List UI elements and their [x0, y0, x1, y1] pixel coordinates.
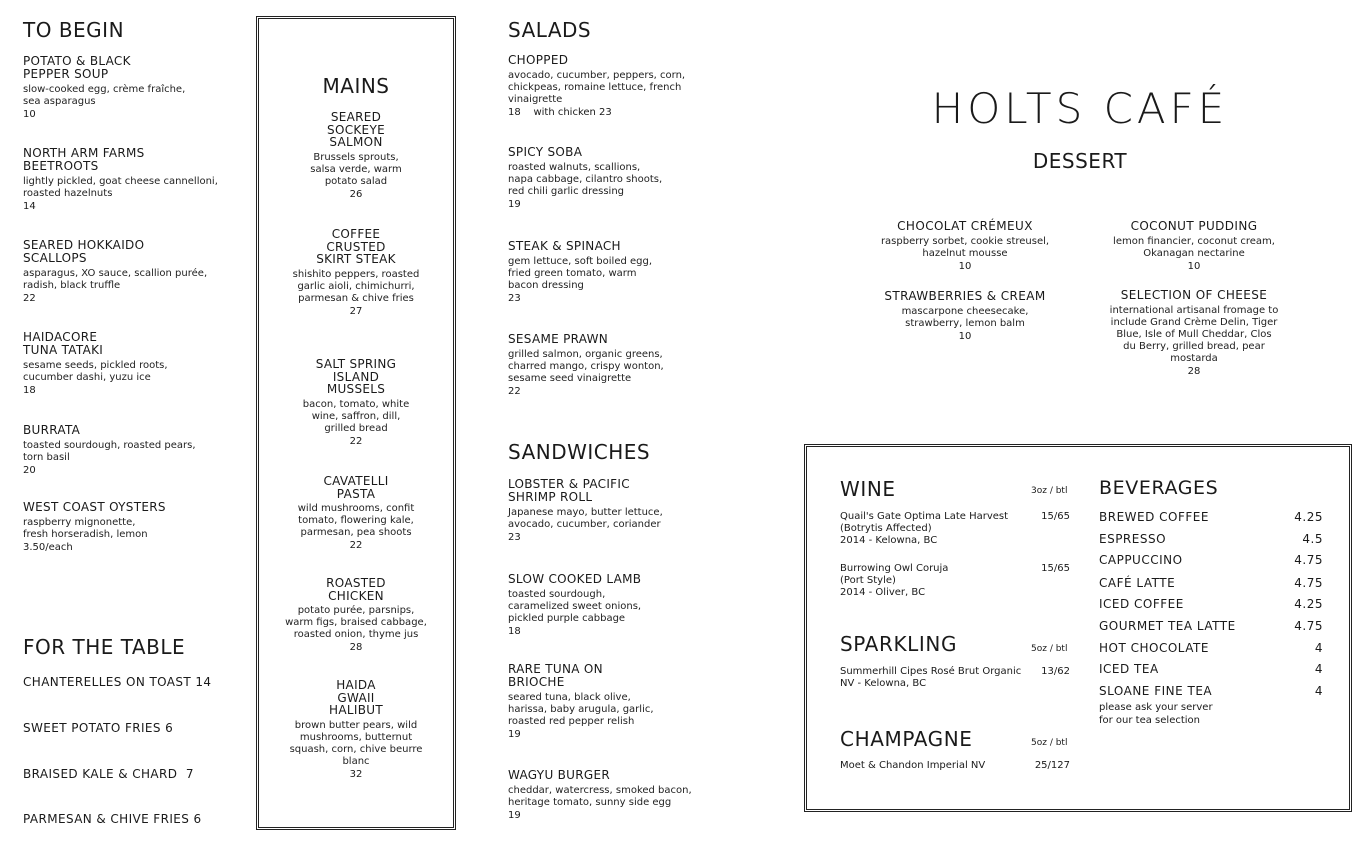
- beverage-price: 4.25: [1294, 510, 1323, 524]
- beverage-price: 4: [1314, 684, 1323, 698]
- beverage-row: [1099, 532, 1323, 548]
- beverage-row: [1099, 576, 1323, 592]
- champagne-serving: 5oz / btl: [1031, 738, 1068, 748]
- beverage-name: HOT CHOCOLATE: [1099, 641, 1209, 655]
- sandwiches-heading: SANDWICHES: [508, 440, 651, 464]
- table-item: PARMESAN & CHIVE FRIES 6: [23, 812, 202, 826]
- item-name: STRAWBERRIES & CREAM: [884, 289, 1046, 303]
- item-price: 27: [349, 305, 363, 317]
- item-name: WEST COAST OYSTERS: [23, 500, 166, 514]
- menu-item: [23, 54, 186, 121]
- wine-detail: (Port Style): [840, 575, 896, 586]
- item-name: HAIDACORE TUNA TATAKI: [23, 330, 104, 357]
- item-desc: Brussels sprouts, salsa verde, warm potato salad: [310, 151, 402, 187]
- salads-heading: SALADS: [508, 18, 592, 42]
- item-price: 10: [1187, 261, 1201, 272]
- tea-note-line: for our tea selection: [1099, 715, 1201, 726]
- menu-item: [508, 54, 693, 119]
- beverage-price: 4.25: [1294, 597, 1323, 611]
- main-item: [259, 358, 453, 448]
- wine-name: Burrowing Owl Coruja: [840, 563, 949, 574]
- item-name: CAVATELLI PASTA: [323, 474, 389, 501]
- item-price: 28: [349, 642, 363, 653]
- item-desc: asparagus, XO sauce, scallion purée, radish, black truffle: [23, 268, 208, 291]
- menu-item: [508, 478, 688, 544]
- item-price: 20: [23, 465, 36, 476]
- menu-item: [23, 330, 168, 397]
- sparkling-item: [840, 666, 1070, 690]
- menu-item: [508, 240, 668, 305]
- item-desc: cheddar, watercress, smoked bacon, heritage tomato, sunny side egg: [508, 785, 692, 808]
- cafe-title: HOLTS CAFÉ: [931, 84, 1229, 133]
- item-name: SESAME PRAWN: [508, 332, 609, 346]
- item-price: 23: [508, 532, 521, 543]
- item-price: 10: [958, 331, 972, 342]
- table-item: CHANTERELLES ON TOAST 14: [23, 675, 212, 689]
- item-price: 3.50/each: [23, 542, 73, 553]
- tea-note-line: please ask your server: [1099, 702, 1213, 713]
- item-name: LOBSTER & PACIFIC SHRIMP ROLL: [508, 477, 630, 504]
- item-desc: lightly pickled, goat cheese cannelloni, roasted hazelnuts: [23, 176, 218, 199]
- main-item: [259, 475, 453, 552]
- champagne-heading: CHAMPAGNE: [840, 727, 973, 751]
- item-name: BURRATA: [23, 423, 81, 437]
- wine-item: [840, 511, 1070, 547]
- for-the-table-heading: FOR THE TABLE: [23, 635, 186, 659]
- item-name: SALT SPRING ISLAND MUSSELS: [315, 357, 397, 396]
- wine-serving: 3oz / btl: [1031, 486, 1068, 496]
- wine-detail: (Botrytis Affected): [840, 523, 932, 534]
- beverage-price: 4.75: [1294, 576, 1323, 590]
- item-price: 26: [349, 188, 363, 200]
- item-price: 22: [349, 540, 363, 551]
- wine-origin: NV - Kelowna, BC: [840, 678, 927, 689]
- item-desc: brown butter pears, wild mushrooms, butternut squash, corn, chive beurre blanc: [289, 719, 423, 767]
- beverage-name: GOURMET TEA LATTE: [1099, 619, 1236, 633]
- item-price: 32: [349, 768, 363, 780]
- item-name: HAIDA GWAII HALIBUT: [329, 678, 383, 717]
- wine-name: Summerhill Cipes Rosé Brut Organic: [840, 666, 1022, 677]
- item-price: 22: [508, 386, 521, 397]
- item-name: NORTH ARM FARMS BEETROOTS: [23, 146, 145, 173]
- beverage-price: 4: [1314, 662, 1323, 676]
- to-begin-heading: TO BEGIN: [23, 18, 125, 42]
- item-price: 18: [23, 385, 36, 396]
- item-desc: raspberry mignonette, fresh horseradish, lemon: [23, 517, 148, 540]
- item-desc: potato purée, parsnips, warm figs, braised cabbage, roasted onion, thyme jus: [285, 605, 427, 640]
- main-item: [259, 577, 453, 654]
- beverage-name: CAFÉ LATTE: [1099, 576, 1176, 590]
- menu-item: [23, 501, 228, 554]
- dessert-item: [865, 290, 1065, 343]
- item-name: SLOW COOKED LAMB: [508, 572, 642, 586]
- drinks-panel: [804, 444, 1352, 812]
- wine-name: Quail's Gate Optima Late Harvest: [840, 511, 1009, 522]
- item-desc: avocado, cucumber, peppers, corn, chickpeas, romaine lettuce, french vinaigrette: [508, 70, 686, 105]
- item-price: 10: [23, 109, 36, 120]
- main-item: [259, 111, 453, 201]
- mains-heading: MAINS: [322, 74, 390, 98]
- item-price: 22: [23, 293, 36, 304]
- wine-price: 13/62: [1041, 666, 1070, 677]
- beverage-price: 4.75: [1294, 553, 1323, 567]
- item-name: POTATO & BLACK PEPPER SOUP: [23, 54, 131, 81]
- item-name: ROASTED CHICKEN: [326, 576, 386, 603]
- menu-item: [23, 238, 208, 305]
- item-desc: raspberry sorbet, cookie streusel, hazelnut mousse: [880, 236, 1050, 259]
- wine-price: 25/127: [1034, 760, 1070, 771]
- item-desc: toasted sourdough, caramelized sweet onions, pickled purple cabbage: [508, 589, 642, 624]
- wine-origin: 2014 - Oliver, BC: [840, 587, 926, 598]
- item-desc: gem lettuce, soft boiled egg, fried green tomato, warm bacon dressing: [508, 256, 653, 291]
- beverage-row: [1099, 597, 1323, 613]
- dessert-item: [865, 220, 1065, 273]
- item-price: 18 with chicken 23: [508, 107, 612, 118]
- main-item: [259, 679, 453, 781]
- beverage-name: CAPPUCCINO: [1099, 553, 1183, 567]
- item-desc: seared tuna, black olive, harissa, baby arugula, garlic, roasted red pepper relish: [508, 692, 654, 727]
- wine-name: Moet & Chandon Imperial NV: [840, 760, 986, 771]
- main-item: [259, 228, 453, 318]
- item-price: 14: [23, 201, 36, 212]
- item-price: 18: [508, 626, 521, 637]
- item-name: CHOCOLAT CRÉMEUX: [897, 219, 1033, 233]
- mains-panel: [256, 16, 456, 830]
- item-desc: shishito peppers, roasted garlic aioli, chimichurri, parmesan & chive fries: [292, 268, 420, 304]
- beverage-row: [1099, 619, 1323, 635]
- item-name: SELECTION OF CHEESE: [1120, 288, 1268, 302]
- tea-note: [1099, 701, 1213, 727]
- item-name: COFFEE CRUSTED SKIRT STEAK: [316, 227, 396, 266]
- item-price: 19: [508, 810, 521, 821]
- item-desc: international artisanal fromage to include Grand Crème Delin, Tiger Blue, Isle of Mull Cheddar, Clos du Berry, grilled bread, pear mostarda: [1109, 305, 1279, 364]
- beverage-row: [1099, 553, 1323, 569]
- item-desc: roasted walnuts, scallions, napa cabbage, cilantro shoots, red chili garlic dressing: [508, 162, 663, 197]
- item-name: WAGYU BURGER: [508, 768, 611, 782]
- item-price: 10: [958, 261, 972, 272]
- item-desc: slow-cooked egg, crème fraîche, sea asparagus: [23, 84, 186, 107]
- beverage-name: BREWED COFFEE: [1099, 510, 1209, 524]
- beverage-row: [1099, 684, 1323, 700]
- menu-item: [23, 424, 228, 477]
- item-name: SEARED SOCKEYE SALMON: [327, 110, 385, 149]
- item-name: CHOPPED: [508, 53, 569, 67]
- item-desc: toasted sourdough, roasted pears, torn basil: [23, 440, 196, 463]
- table-item: BRAISED KALE & CHARD 7: [23, 767, 194, 781]
- wine-heading: WINE: [840, 477, 896, 501]
- dessert-item: [1094, 289, 1294, 378]
- item-desc: mascarpone cheesecake, strawberry, lemon balm: [901, 306, 1029, 329]
- menu-item: [508, 573, 668, 638]
- sparkling-heading: SPARKLING: [840, 632, 958, 656]
- menu-item: [508, 769, 698, 822]
- beverage-name: ICED TEA: [1099, 662, 1159, 676]
- item-price: 22: [349, 435, 363, 447]
- wine-item: [840, 563, 1070, 599]
- beverage-price: 4: [1314, 641, 1323, 655]
- item-name: SPICY SOBA: [508, 145, 583, 159]
- beverage-row: [1099, 510, 1323, 526]
- wine-origin: 2014 - Kelowna, BC: [840, 535, 938, 546]
- beverage-price: 4.75: [1294, 619, 1323, 633]
- table-item: SWEET POTATO FRIES 6: [23, 721, 174, 735]
- item-name: RARE TUNA ON BRIOCHE: [508, 662, 603, 689]
- dessert-item: [1094, 220, 1294, 273]
- item-desc: grilled salmon, organic greens, charred mango, crispy wonton, sesame seed vinaigrette: [508, 349, 664, 384]
- item-price: 28: [1187, 366, 1201, 377]
- menu-item: [508, 333, 673, 398]
- champagne-item: [840, 760, 1070, 772]
- menu-item: [23, 146, 218, 213]
- menu-item: [508, 663, 668, 741]
- item-price: 19: [508, 729, 521, 740]
- item-price: 23: [508, 293, 521, 304]
- beverage-price: 4.5: [1302, 532, 1323, 546]
- item-desc: sesame seeds, pickled roots, cucumber dashi, yuzu ice: [23, 360, 168, 383]
- beverage-row: [1099, 662, 1323, 678]
- item-name: SEARED HOKKAIDO SCALLOPS: [23, 238, 145, 265]
- item-desc: lemon financier, coconut cream, Okanagan nectarine: [1113, 236, 1275, 259]
- wine-price: 15/65: [1041, 511, 1070, 522]
- item-price: 19: [508, 199, 521, 210]
- beverage-row: [1099, 641, 1323, 657]
- item-desc: Japanese mayo, butter lettuce, avocado, cucumber, coriander: [508, 507, 663, 530]
- sparkling-serving: 5oz / btl: [1031, 644, 1068, 654]
- item-name: STEAK & SPINACH: [508, 239, 621, 253]
- item-desc: wild mushrooms, confit tomato, flowering kale, parmesan, pea shoots: [297, 503, 415, 538]
- item-name: COCONUT PUDDING: [1130, 219, 1258, 233]
- dessert-subtitle: DESSERT: [1032, 149, 1128, 173]
- beverage-name: ICED COFFEE: [1099, 597, 1184, 611]
- wine-price: 15/65: [1041, 563, 1070, 574]
- beverage-name: SLOANE FINE TEA: [1099, 684, 1213, 698]
- beverage-name: ESPRESSO: [1099, 532, 1167, 546]
- item-desc: bacon, tomato, white wine, saffron, dill, grilled bread: [302, 398, 410, 434]
- beverages-heading: BEVERAGES: [1099, 477, 1219, 499]
- menu-item: [508, 146, 668, 211]
